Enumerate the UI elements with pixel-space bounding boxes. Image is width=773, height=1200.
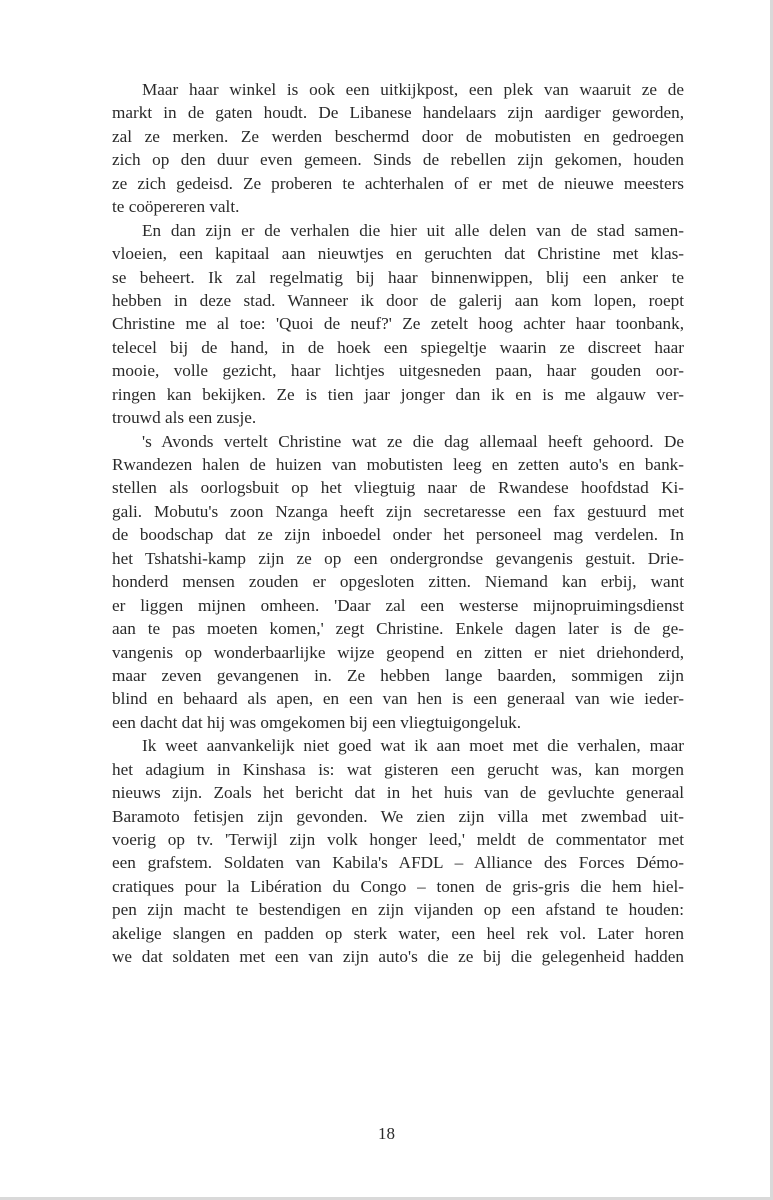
text-line: maar zeven gevangenen in. Ze hebben lange baarden, sommigen zijn [112, 665, 684, 685]
text-line: Christine me al toe: 'Quoi de neuf?' Ze zetelt hoog achter haar toonbank, [112, 314, 684, 334]
paragraph [112, 734, 684, 968]
text-line: er liggen mijnen omheen. 'Daar zal een westerse mijnopruimingsdienst [112, 595, 684, 615]
text-line: nieuws zijn. Zoals het bericht dat in het huis van de gevluchte generaal [112, 783, 684, 803]
text-line: gali. Mobutu's zoon Nzanga heeft zijn secretaresse een fax gestuurd met [112, 501, 684, 521]
paragraph [112, 219, 684, 430]
text-line: voerig op tv. 'Terwijl zijn volk honger leed,' meldt de commentator met [112, 830, 684, 849]
text-line: Ik weet aanvankelijk niet goed wat ik aan moet met die verhalen, maar [142, 736, 684, 756]
text-line: het adagium in Kinshasa is: wat gisteren een gerucht was, kan morgen [112, 759, 684, 779]
paragraph [112, 430, 684, 735]
text-line: mooie, volle gezicht, haar lichtjes uitgesneden paan, haar gouden oor- [112, 361, 684, 381]
text-line: se beheert. Ik zal regelmatig bij haar binnenwippen, blij een anker te [112, 267, 684, 287]
text-line: stellen als oorlogsbuit op het vliegtuig naar de Rwandese hoofdstad Ki- [112, 478, 684, 498]
text-line: pen zijn macht te bestendigen en zijn vijanden op een afstand te houden: [112, 900, 684, 920]
text-line: Maar haar winkel is ook een uitkijkpost, een plek van waaruit ze de [142, 80, 684, 99]
text-line: zal ze merken. Ze werden beschermd door de mobutisten en gedroegen [112, 126, 684, 146]
text-line: ringen kan bekijken. Ze is tien jaar jonger dan ik en is me algauw ver- [112, 384, 684, 404]
text-line: vangenis op wonderbaarlijke wijze geopend en zitten er niet driehonderd, [112, 642, 684, 662]
text-line: het Tshatshi-kamp zijn ze op een ondergrondse gevangenis gestuit. Drie- [112, 548, 684, 568]
text-line: vloeien, een kapitaal aan nieuwtjes en geruchten dat Christine met klas- [112, 244, 684, 264]
text-line: de boodschap dat ze zijn inboedel onder het personeel mag verdelen. In [112, 525, 684, 545]
text-line: hebben in deze stad. Wanneer ik door de galerij aan kom lopen, roept [112, 290, 684, 310]
text-line: akelige slangen en padden op sterk water, een heel rek vol. Later horen [112, 923, 684, 943]
text-line: markt in de gaten houdt. De Libanese handelaars zijn aardiger geworden, [112, 103, 684, 123]
text-line: Rwandezen halen de huizen van mobutisten leeg en zetten auto's en bank- [112, 455, 684, 474]
text-line: 's Avonds vertelt Christine wat ze die dag allemaal heeft gehoord. De [142, 431, 684, 451]
text-line: we dat soldaten met een van zijn auto's die ze bij die gelegenheid hadden [112, 947, 684, 967]
text-line: een dacht dat hij was omgekomen bij een vliegtuigongeluk. [112, 712, 522, 732]
body-text [112, 78, 684, 969]
text-line: aan te pas moeten komen,' zegt Christine. Enkele dagen later is de ge- [112, 619, 684, 639]
text-line: telecel bij de hand, in de hoek een spiegeltje waarin ze discreet haar [112, 337, 684, 357]
text-line: En dan zijn er de verhalen die hier uit alle delen van de stad samen- [142, 220, 684, 240]
text-line: ze zich gedeisd. Ze proberen te achterhalen of er met de nieuwe meesters [112, 173, 684, 193]
text-line: zich op den duur even gemeen. Sinds de rebellen zijn gekomen, houden [112, 150, 684, 170]
page-number: 18 [378, 1124, 395, 1143]
text-line: te coöpereren valt. [112, 197, 240, 217]
text-line: een grafstem. Soldaten van Kabila's AFDL – Alliance des Forces Démo- [112, 853, 684, 873]
text-line: Baramoto fetisjen zijn gevonden. We zien zijn villa met zwembad uit- [112, 806, 684, 826]
text-line: cratiques pour la Libération du Congo – tonen de gris-gris die hem hiel- [112, 876, 684, 896]
paragraph [112, 78, 684, 219]
text-line: trouwd als een zusje. [112, 408, 257, 428]
text-line: blind en behaard als apen, en een van hen is een generaal van wie ieder- [112, 689, 684, 709]
text-line: honderd mensen zouden er opgesloten zitten. Niemand kan erbij, want [112, 572, 684, 592]
